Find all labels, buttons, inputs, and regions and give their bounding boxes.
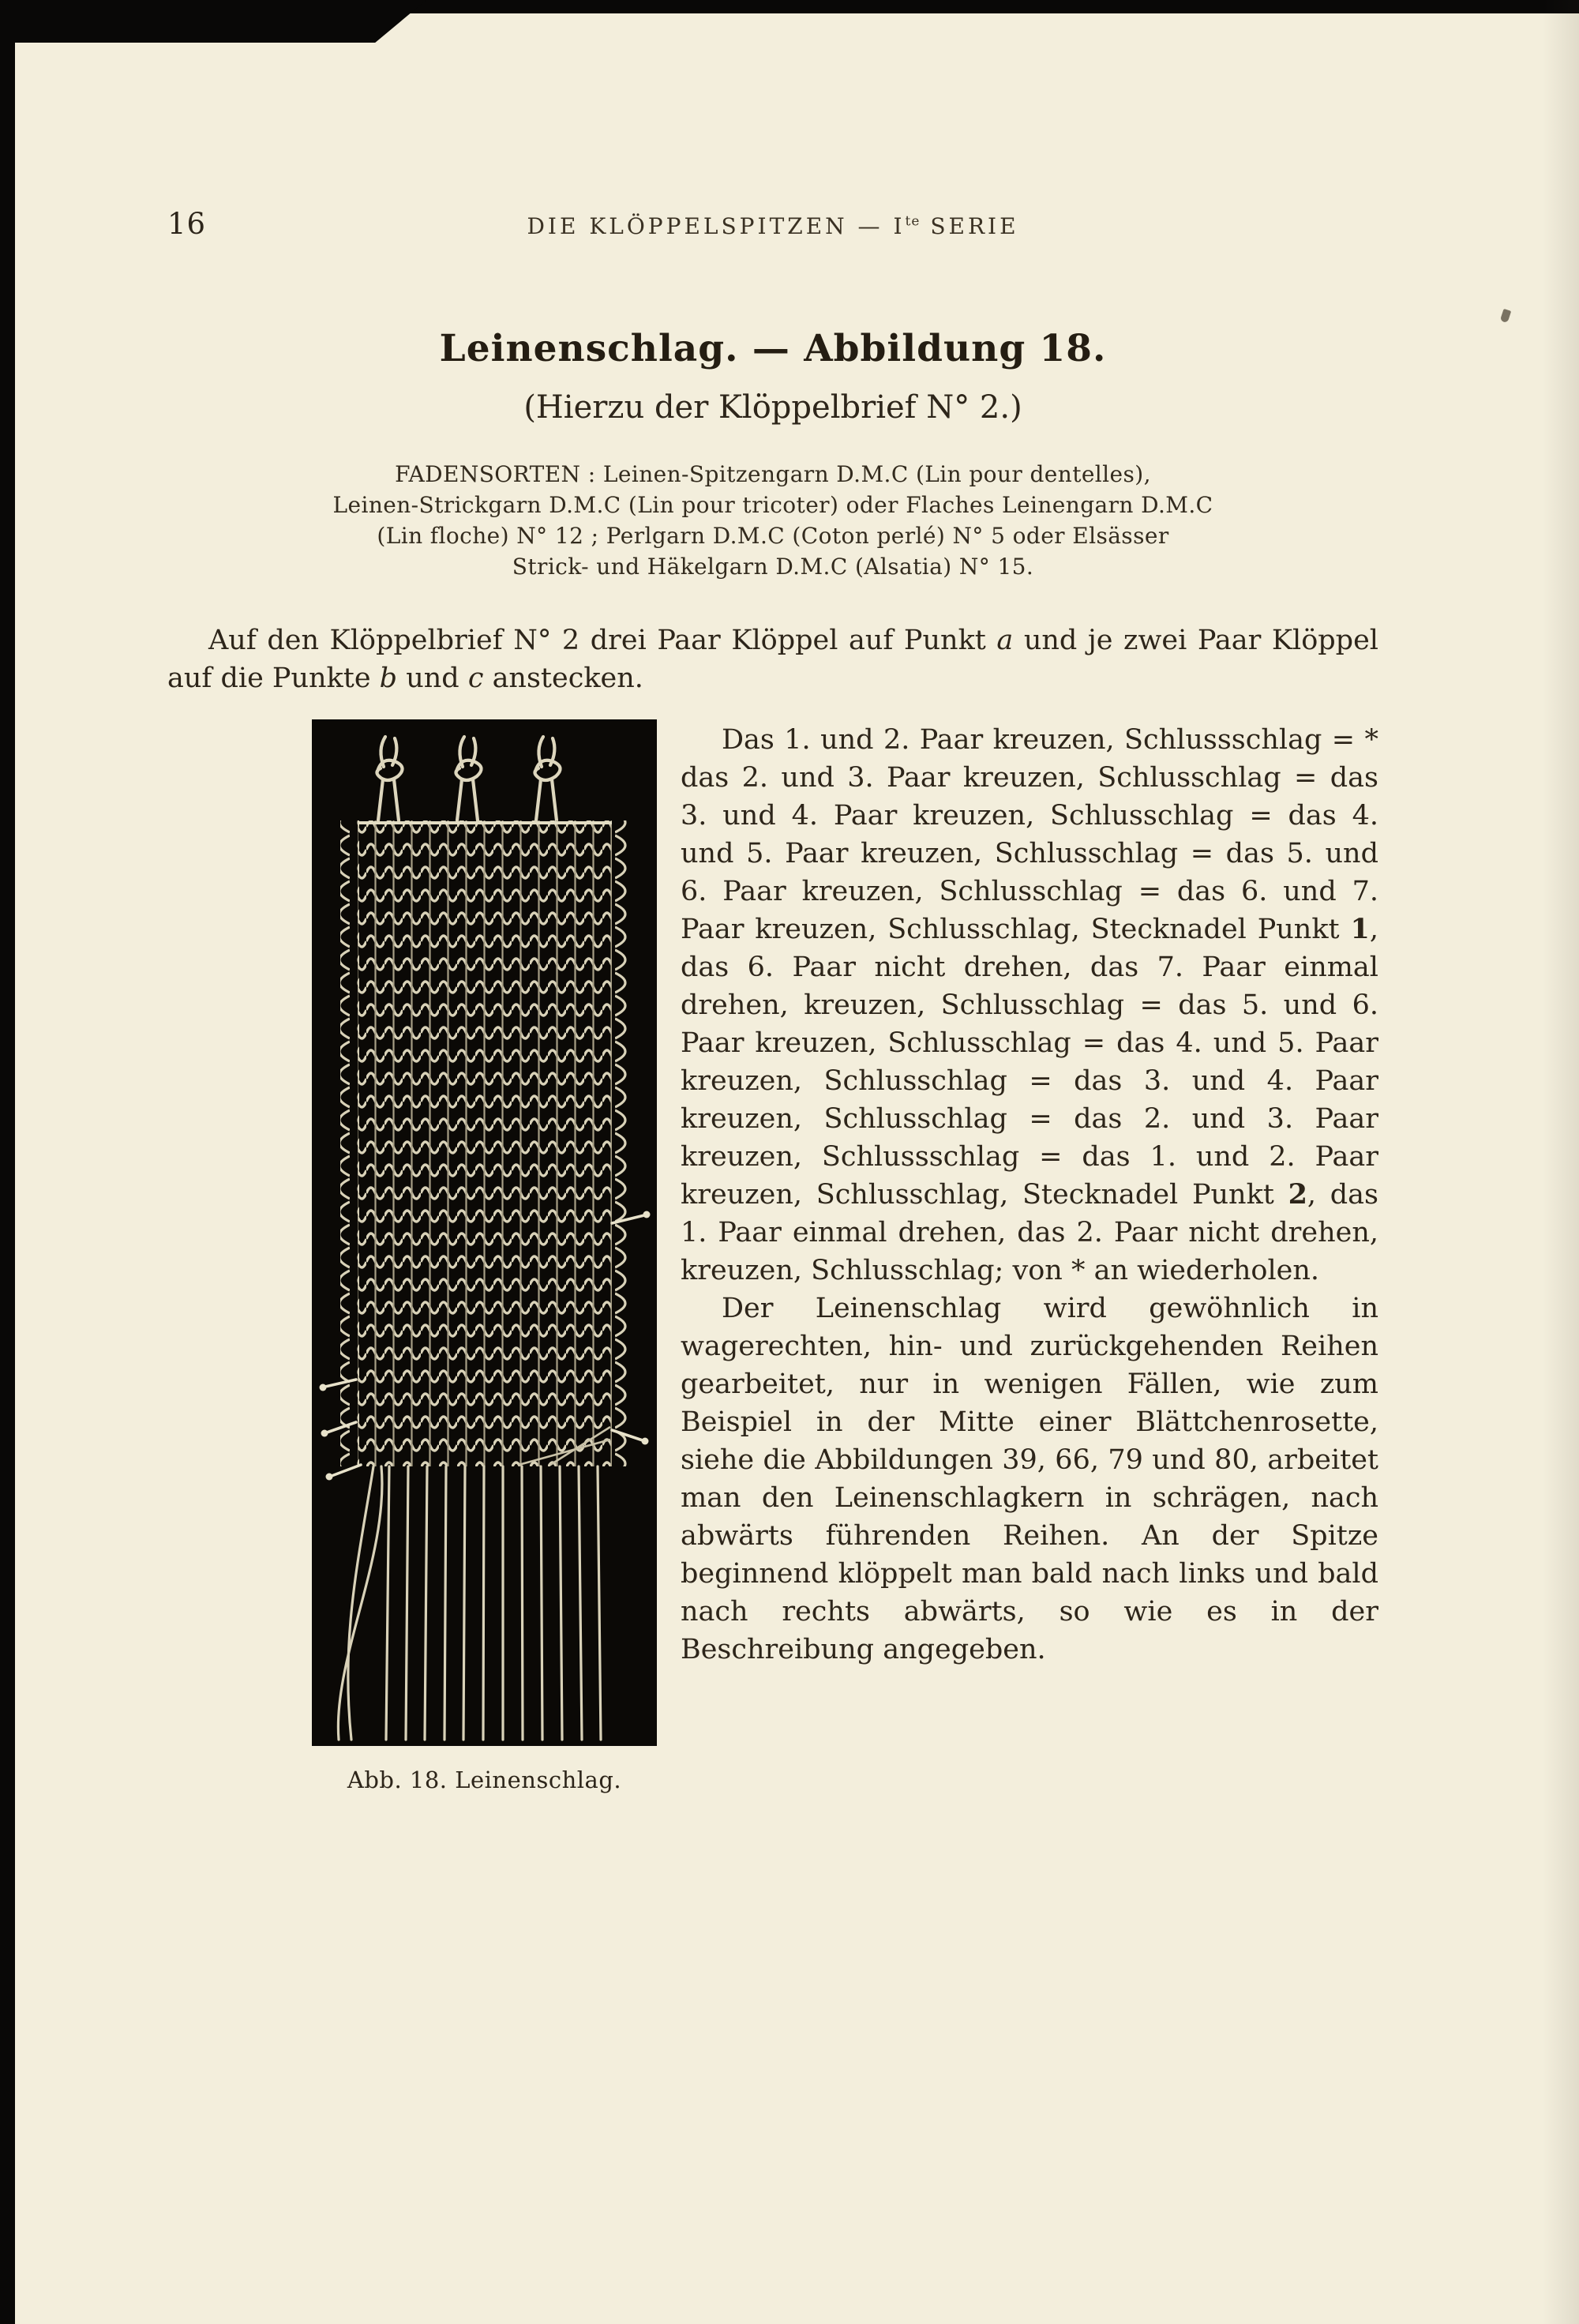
left-edge-loops [340,820,359,1466]
section-title: Leinenschlag. — Abbildung 18. [439,327,1107,370]
instructions-text: , das 1. Paar einmal drehen, das 2. Paar nicht drehen, kreuzen, Schlusschlag; von * an wiederholen. [681,1179,1378,1286]
point-b-label: b [379,663,398,694]
running-title-superscript: te [905,213,921,230]
pin-point-2: 2 [1288,1178,1307,1211]
ink-speck [1500,309,1511,323]
running-title [262,213,1378,239]
right-edge-loops [610,820,629,1466]
page-content [167,207,1378,1798]
materials-line: Strick- und Häkelgarn D.M.C (Alsatia) N° 15. [512,554,1034,580]
figure-caption: Abb. 18. Leinenschlag. [347,1766,622,1793]
lace-sample-photo [312,719,657,1746]
woven-mesh [358,820,612,1466]
running-header [167,207,1378,242]
intro-text: und [397,663,468,694]
scan-edge-left [0,0,15,2324]
running-title-main: DIE KLÖPPELSPITZEN — I [527,213,906,239]
point-a-label: a [996,625,1014,656]
pin-point-1: 1 [1350,913,1370,945]
intro-paragraph [167,621,1378,697]
running-title-tail: SERIE [920,213,1019,239]
intro-text: und je zwei Paar Klöppel auf die Punkte [167,625,1378,694]
instructions-text: , das 6. Paar nicht drehen, das 7. Paar einmal drehen, kreuzen, Schlusschlag = das 5. und 6. Paar kreuzen, Schlusschlag = das 4. und 5. Paar kreuzen, Schlusschlag = das 3. und 4. Paar kreuzen, Schlusschlag = das 2. und 3. Paar kreuzen, Schlussschlag = das 1. und 2. Paar kreuzen, Schlusschlag, Stecknadel Punkt [681,914,1378,1211]
materials-line: Leinen-Strickgarn D.M.C (Lin pour tricoter) oder Flaches Leinengarn D.M.C [332,492,1213,518]
page-number: 16 [167,207,207,241]
instructions-text: Das 1. und 2. Paar kreuzen, Schlussschlag = * das 2. und 3. Paar kreuzen, Schlusschlag = das 3. und 4. Paar kreuzen, Schlusschlag = das 4. und 5. Paar kreuzen, Schlusschlag = das 5. und 6. Paar kreuzen, Schlusschlag = das 6. und 7. Paar kreuzen, Schlusschlag, Stecknadel Punkt [681,724,1378,945]
intro-text: anstecken. [483,663,643,694]
scan-edge-corner [0,0,426,43]
closing-paragraph: Der Leinenschlag wird gewöhnlich in wagerechten, hin- und zurückgehenden Reihen gearbeitet, nur in wenigen Fällen, wie zum Beispiel in der Mitte einer Blättchenrosette, siehe die Abbildungen 39, 66, 79 und 80, arbeitet man den Leinenschlagkern in schrägen, nach abwärts führenden Reihen. An der Spitze beginnend klöppelt man bald nach links und bald nach rechts abwärts, so wie es in der Beschreibung angegeben. [681,1293,1378,1665]
point-c-label: c [467,663,484,694]
intro-text: Auf den Klöppelbrief N° 2 drei Paar Klöppel auf Punkt [208,625,997,656]
figure-abb-18 [312,719,657,1793]
materials-line: (Lin floche) N° 12 ; Perlgarn D.M.C (Coton perlé) N° 5 oder Elsässer [377,523,1169,549]
section-subtitle: (Hierzu der Klöppelbrief N° 2.) [523,389,1022,426]
materials-line: FADENSORTEN : Leinen-Spitzengarn D.M.C (Lin pour dentelles), [395,461,1151,487]
materials-note [303,459,1243,582]
